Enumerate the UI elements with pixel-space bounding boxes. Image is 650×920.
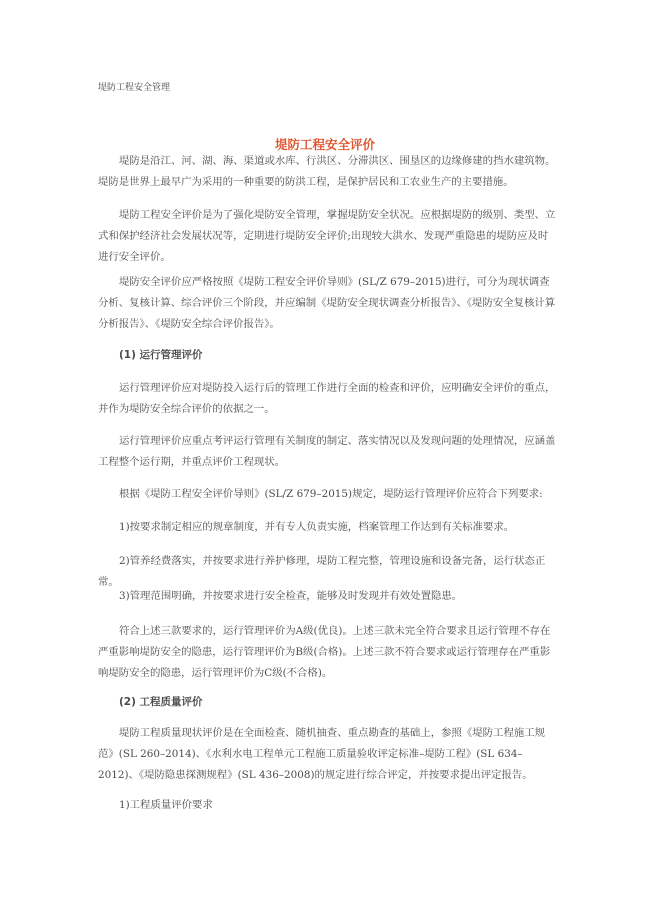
section1-paragraph-3: 根据《堤防工程安全评价导则》(SL/Z 679–2015)规定，堤防运行管理评价应符合下列要求: bbox=[119, 488, 543, 500]
section1-conclusion: 符合上述三款要求的，运行管理评价为A级(优良)。上述三款未完全符合要求且运行管理不存在严重影响堤防安全的隐患，运行管理评价为B级(合格)。上述三款不符合要求或运行管理存在严重影响堤防安全的隐患，运行管理评价为C级(不合格)。 bbox=[98, 625, 551, 679]
section1-requirement-2: 2)管养经费落实，并按要求进行养护修理，堤防工程完整，管理设施和设备完备，运行状态正常。 bbox=[98, 555, 546, 588]
header-note: 堤防工程安全管理 bbox=[98, 83, 171, 93]
document-title: 堤防工程安全评价 bbox=[274, 137, 375, 152]
section1-requirement-3: 3)管理范围明确，并按要求进行安全检查，能够及时发现并有效处置隐患。 bbox=[119, 590, 463, 602]
section2-subitem-1: 1)工程质量评价要求 bbox=[119, 799, 213, 811]
intro-paragraph-3: 堤防安全评价应严格按照《堤防工程安全评价导则》(SL/Z 679–2015)进行，可分为现状调查分析、复核计算、综合评价三个阶段，并应编制《堤防安全现状调查分析报告》、《堤防安全复核计算分析报告》、《堤防安全综合评价报告》。 bbox=[98, 276, 556, 330]
section1-paragraph-2: 运行管理评价应重点考评运行管理有关制度的制定、落实情况以及发现问题的处理情况，应涵盖工程整个运行期，并重点评价工程现状。 bbox=[98, 435, 556, 468]
section1-paragraph-1: 运行管理评价应对堤防投入运行后的管理工作进行全面的检查和评价，应明确安全评价的重点，并作为堤防安全综合评价的依据之一。 bbox=[98, 382, 556, 415]
section2-heading: (2) 工程质量评价 bbox=[119, 696, 203, 708]
intro-paragraph-2: 堤防工程安全评价是为了强化堤防安全管理，掌握堤防安全状况。应根据堤防的级别、类型、立式和保护经济社会发展状况等，定期进行堤防安全评价;出现较大洪水、发现严重隐患的堤防应及时进行安全评价。 bbox=[98, 209, 556, 263]
section2-paragraph-1: 堤防工程质量现状评价是在全面检查、随机抽查、重点勘查的基础上，参照《堤防工程施工规范》(SL 260–2014)、《水利水电工程单元工程施工质量验收评定标准–堤防工程》(SL 634–2012)、《堤防隐患探测规程》(SL 436–2008)的规定进行综合评定，并按要求提出评定报告。 bbox=[98, 727, 546, 781]
section1-heading: (1) 运行管理评价 bbox=[119, 349, 203, 361]
intro-paragraph-1: 堤防是沿江、河、湖、海、渠道或水库、行洪区、分滞洪区、围垦区的边缘修建的挡水建筑物。堤防是世界上最早广为采用的一种重要的防洪工程，是保护居民和工农业生产的主要措施。 bbox=[98, 155, 556, 188]
section1-requirement-1: 1)按要求制定相应的规章制度，并有专人负责实施，档案管理工作达到有关标准要求。 bbox=[119, 521, 515, 533]
